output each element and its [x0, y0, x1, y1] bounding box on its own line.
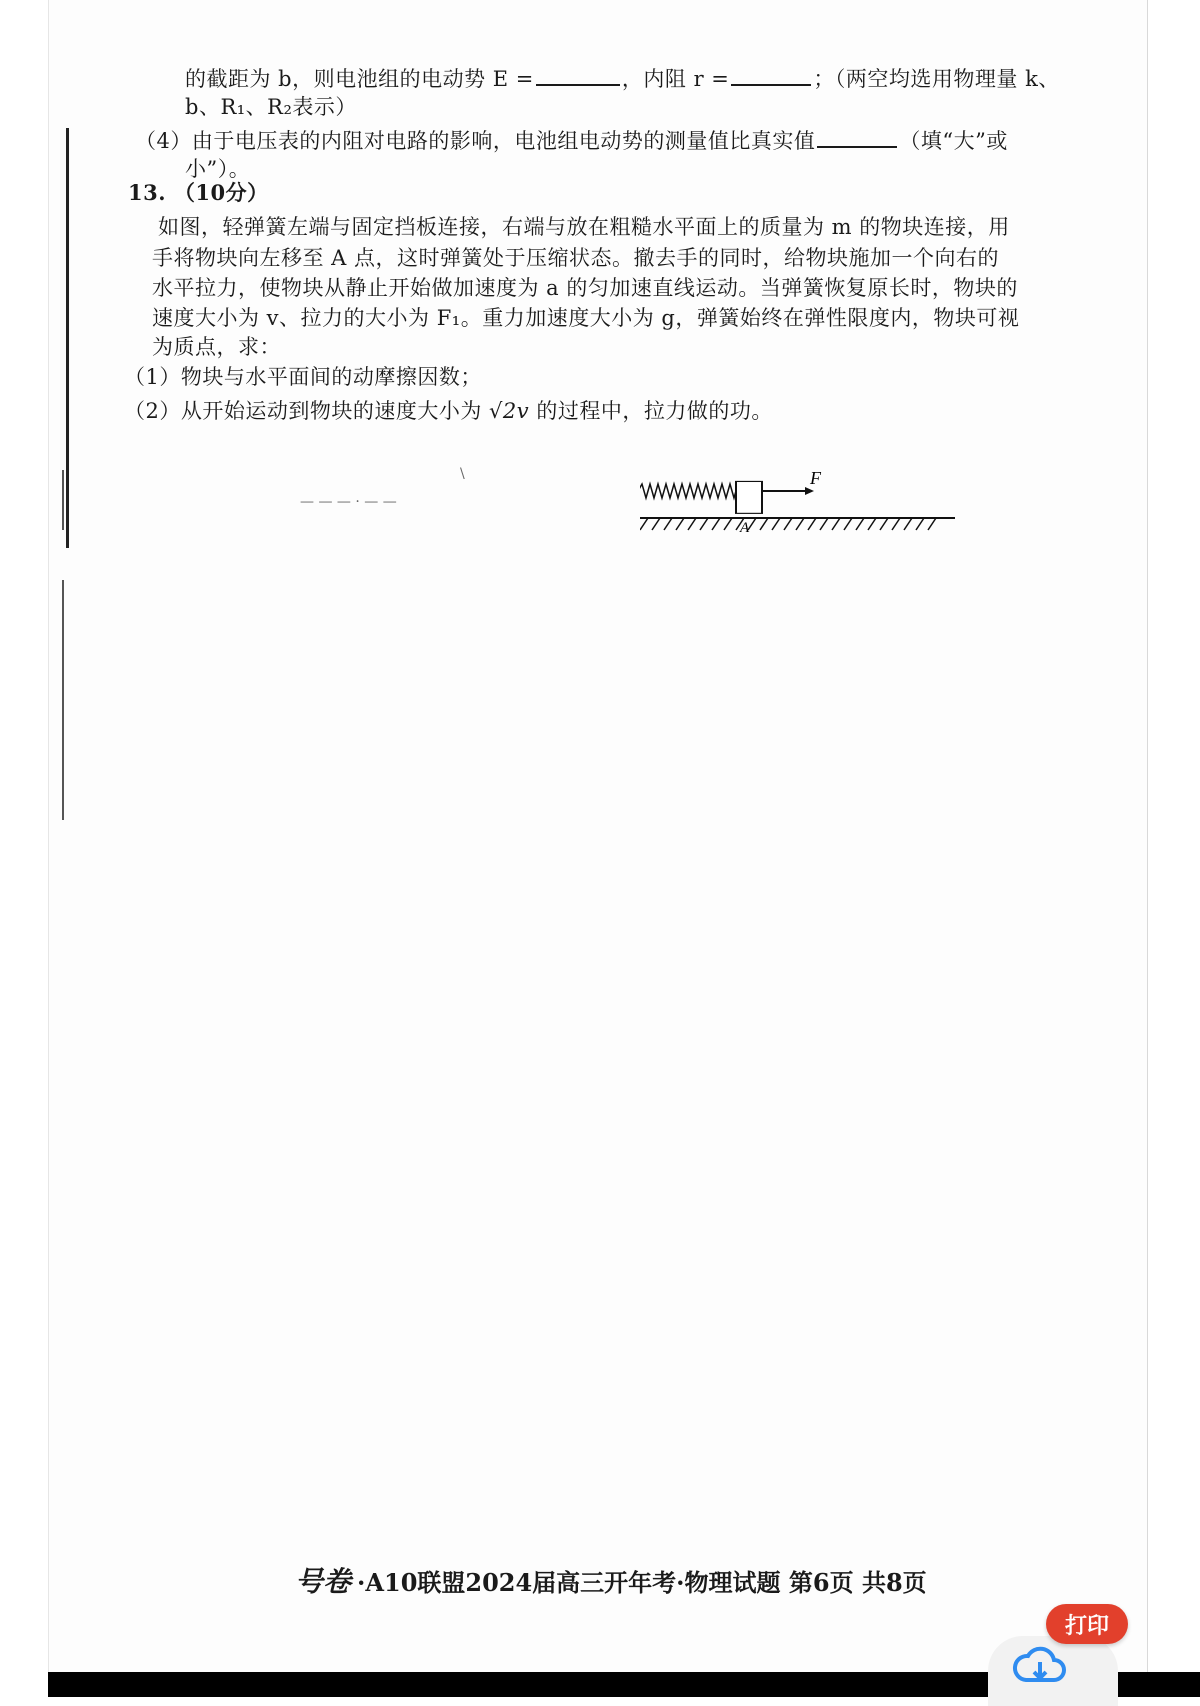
force-label: F [810, 470, 821, 488]
point-label: A [740, 520, 750, 536]
print-button[interactable]: 打印 [1046, 1604, 1128, 1644]
text-segment: 的截距为 b，则电池组的电动势 E = [185, 67, 534, 91]
brand-logo: 号卷 [295, 1565, 352, 1598]
margin-dash [62, 580, 64, 820]
sub-question [124, 396, 773, 426]
force-arrowhead [805, 487, 814, 495]
question-number: 13. （10分） [128, 180, 269, 205]
answer-blank [817, 145, 897, 148]
page-footer [295, 1560, 927, 1600]
answer-blank [536, 83, 620, 86]
text-segment: （2）从开始运动到物块的速度大小为 [124, 399, 482, 423]
text-segment: （填“大”或 [899, 129, 1008, 153]
margin-line [66, 128, 69, 548]
text-line: 小”）。 [185, 157, 251, 181]
text-line: 手将物块向左移至 A 点，这时弹簧处于压缩状态。撤去手的同时，给物块施加一个向右的 [152, 246, 1000, 270]
spring-block-figure [640, 470, 1040, 560]
spring [640, 484, 736, 498]
text-line: b、R₁、R₂表示） [185, 95, 357, 119]
text-line [185, 64, 1060, 94]
sqrt-expression: √2v [489, 399, 530, 423]
answer-blank [731, 83, 811, 86]
text-segment: ，内阻 r = [621, 67, 730, 91]
text-segment: （4）由于电压表的内阻对电路的影响，电池组电动势的测量值比真实值 [135, 129, 816, 153]
text-line: 速度大小为 v、拉力的大小为 F₁。重力加速度大小为 g，弹簧始终在弹性限度内，物块可视 [152, 306, 1020, 330]
sub-question: （1）物块与水平面间的动摩擦因数； [124, 365, 482, 389]
ground-hatching [640, 518, 936, 530]
scan-smudge: \ [460, 466, 465, 482]
text-line [135, 126, 1008, 156]
footer-text: ·A10联盟2024届高三开年考·物理试题 第6页 共8页 [357, 1568, 927, 1597]
block [736, 481, 762, 513]
text-line: 为质点，求： [152, 335, 281, 359]
text-segment: ；（两空均选用物理量 k、 [813, 67, 1060, 91]
scan-smudge: — — — · — — [300, 494, 397, 510]
cloud-download-icon[interactable] [1008, 1640, 1072, 1688]
text-line: 水平拉力，使物块从静止开始做加速度为 a 的匀加速直线运动。当弹簧恢复原长时，物块的 [152, 276, 1018, 300]
text-segment: 的过程中，拉力做的功。 [536, 399, 773, 423]
text-line: 如图，轻弹簧左端与固定挡板连接，右端与放在粗糙水平面上的质量为 m 的物块连接，用 [158, 215, 1010, 239]
margin-dash [62, 470, 64, 530]
